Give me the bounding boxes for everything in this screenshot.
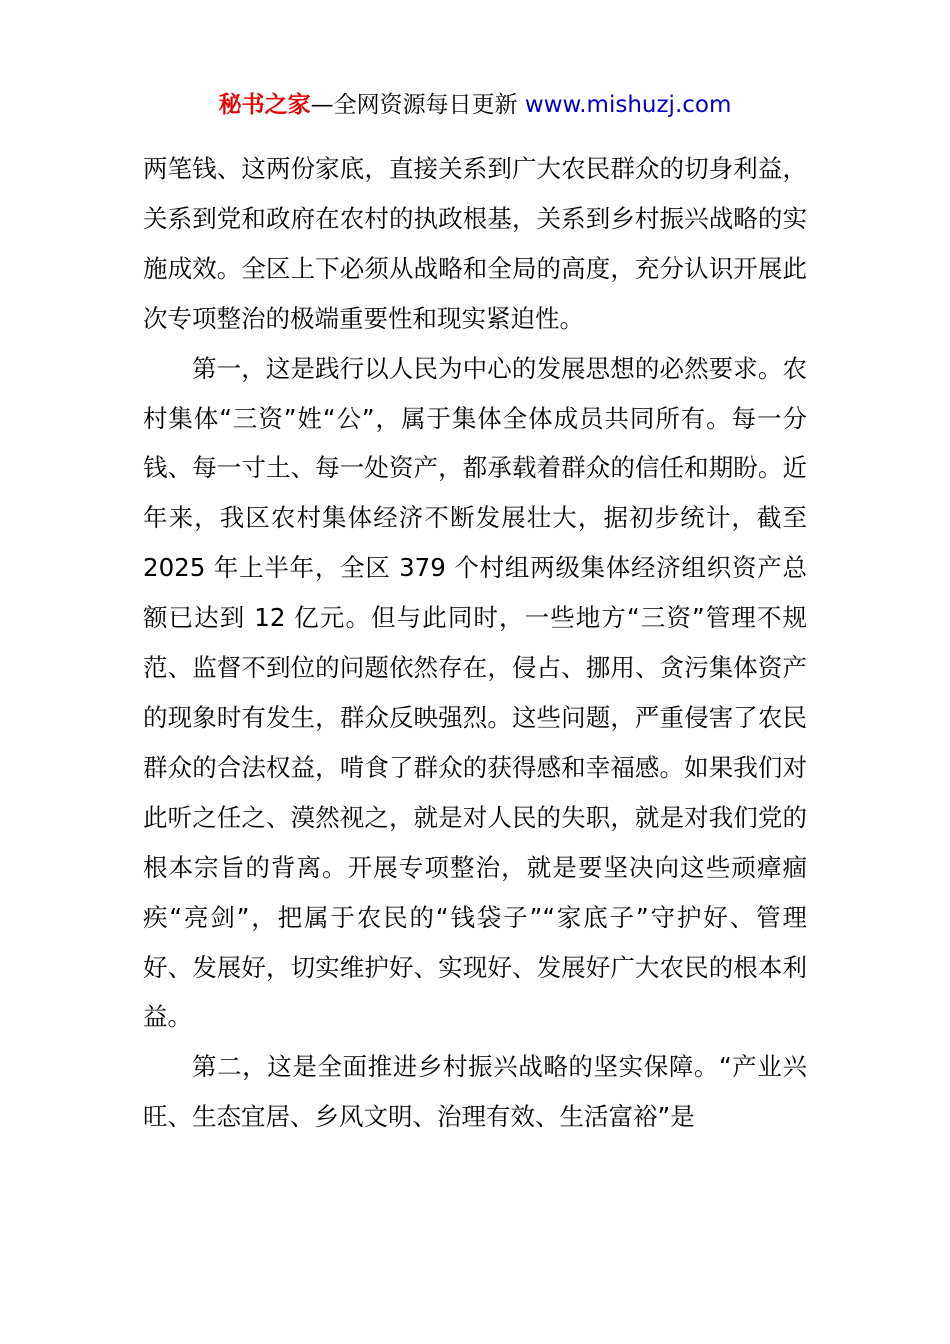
paragraph-first-point: 第一，这是践行以人民为中心的发展思想的必然要求。农村集体“三资”姓“公”，属于集体全体成员共同所有。每一分钱、每一寸土、每一处资产，都承载着群众的信任和期盼。近年来，我区农村集体经济不断发展壮大，据初步统计，截至 2025 年上半年，全区 379 个村组两级集体经济组织资产总额已达到 12 亿元。但与此同时，一些地方“三资”管理不规范、监督不到位的问题依然存在，侵占、挪用、贪污集体资产的现象时有发生，群众反映强烈。这些问题，严重侵害了农民群众的合法权益，啃食了群众的获得感和幸福感。如果我们对此听之任之、漠然视之，就是对人民的失职，就是对我们党的根本宗旨的背离。开展专项整治，就是要坚决向这些顽瘴痼疾“亮剑”，把属于农民的“钱袋子”“家底子”守护好、管理好、发展好，切实维护好、实现好、发展好广大农民的根本利益。 [143,353,807,1032]
site-url-link[interactable]: www.mishuzj.com [524,92,732,118]
header-tagline: —全网资源每日更新 [310,92,525,118]
brand-name: 秘书之家 [218,92,311,118]
paragraph-continued: 两笔钱、这两份家底，直接关系到广大农民群众的切身利益，关系到党和政府在农村的执政根基，关系到乡村振兴战略的实施成效。全区上下必须从战略和全局的高度，充分认识开展此次专项整治的极端重要性和现实紧迫性。 [143,154,807,333]
paragraph-second-point: 第二，这是全面推进乡村振兴战略的坚实保障。“产业兴旺、生态宜居、乡风文明、治理有效、生活富裕”是 [143,1052,807,1132]
document-body [143,144,807,1142]
page-header [0,88,950,122]
